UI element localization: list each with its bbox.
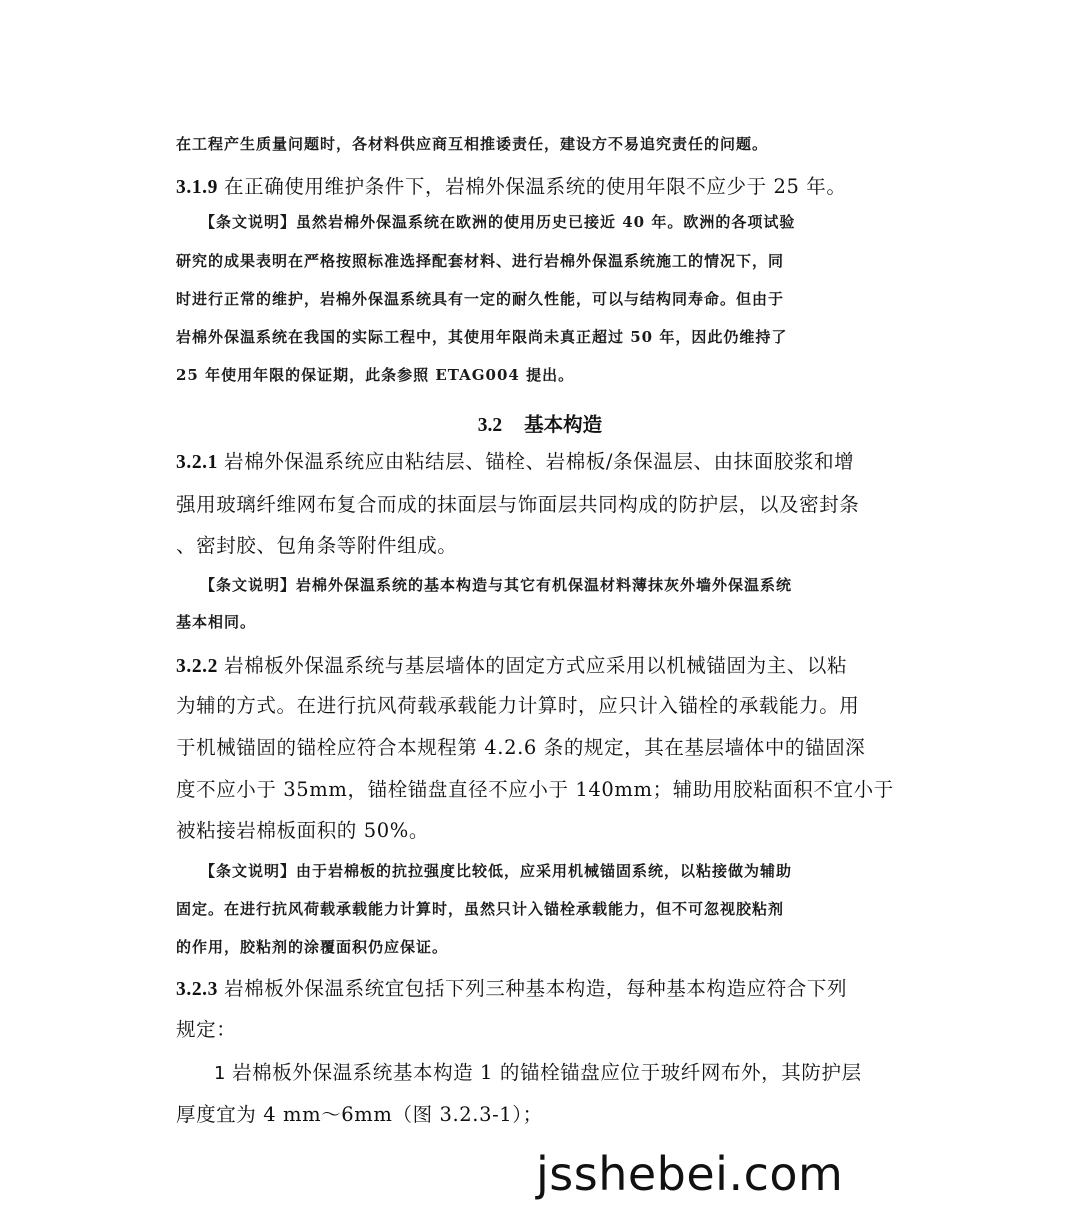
text-line: 被粘接岩棉板面积的 50%。 [176, 819, 429, 842]
watermark: jsshebei.com [536, 1147, 844, 1201]
section-heading: 3.2 基本构造 [477, 413, 603, 436]
clause-3-2-3: 3.2.3 岩棉板外保温系统宜包括下列三种基本构造，每种基本构造应符合下列 [176, 977, 848, 1000]
text-line: 岩棉外保温系统在我国的实际工程中，其使用年限尚未真正超过 50 年，因此仍维持了 [176, 328, 788, 346]
clause-3-2-1: 3.2.1 岩棉外保温系统应由粘结层、锚栓、岩棉板/条保温层、由抹面胶浆和增 [176, 450, 855, 473]
clause-note: 【条文说明】虽然岩棉外保温系统在欧洲的使用历史已接近 40 年。欧洲的各项试验 [200, 213, 796, 231]
text-line: 规定： [176, 1018, 237, 1041]
text-line: 为辅的方式。在进行抗风荷载承载能力计算时，应只计入锚栓的承载能力。用 [176, 694, 860, 717]
clause-number: 3.1.9 [176, 177, 218, 198]
clause-note: 【条文说明】岩棉外保温系统的基本构造与其它有机保温材料薄抹灰外墙外保温系统 [200, 576, 793, 594]
text-line: 厚度宜为 4 mm～6mm（图 3.2.3-1）； [176, 1103, 543, 1126]
clause-3-1-9: 3.1.9 在正确使用维护条件下，岩棉外保温系统的使用年限不应少于 25 年。 [176, 175, 847, 198]
clause-number: 3.2.2 [176, 656, 218, 677]
text-line: 基本相同。 [176, 613, 257, 631]
clause-3-2-2: 3.2.2 岩棉板外保温系统与基层墙体的固定方式应采用以机械锚固为主、以粘 [176, 654, 848, 677]
text-line: 研究的成果表明在严格按照标准选择配套材料、进行岩棉外保温系统施工的情况下，同 [176, 252, 785, 270]
list-number: 1 [214, 1063, 227, 1084]
text-line: 于机械锚固的锚栓应符合本规程第 4.2.6 条的规定，其在基层墙体中的锚固深 [176, 736, 866, 759]
text-line: 、密封胶、包角条等附件组成。 [176, 534, 458, 557]
text-line: 固定。在进行抗风荷载承载能力计算时，虽然只计入锚栓承载能力，但不可忽视胶粘剂 [176, 900, 785, 918]
list-item-1: 1 岩棉板外保温系统基本构造 1 的锚栓锚盘应位于玻纤网布外，其防护层 [214, 1061, 862, 1084]
text-line: 时进行正常的维护，岩棉外保温系统具有一定的耐久性能，可以与结构同寿命。但由于 [176, 290, 785, 308]
text-line: 的作用，胶粘剂的涂覆面积仍应保证。 [176, 938, 449, 956]
clause-number: 3.2.3 [176, 979, 218, 1000]
text-line: 25 年使用年限的保证期，此条参照 ETAG004 提出。 [176, 366, 575, 384]
clause-number: 3.2.1 [176, 452, 218, 473]
text-line: 强用玻璃纤维网布复合而成的抹面层与饰面层共同构成的防护层，以及密封条 [176, 493, 860, 516]
clause-note: 【条文说明】由于岩棉板的抗拉强度比较低，应采用机械锚固系统，以粘接做为辅助 [200, 862, 793, 880]
text-line: 度不应小于 35mm，锚栓锚盘直径不应小于 140mm；辅助用胶粘面积不宜小于 [176, 778, 894, 801]
text-line: 在工程产生质量问题时，各材料供应商互相推诿责任，建设方不易追究责任的问题。 [176, 135, 769, 153]
